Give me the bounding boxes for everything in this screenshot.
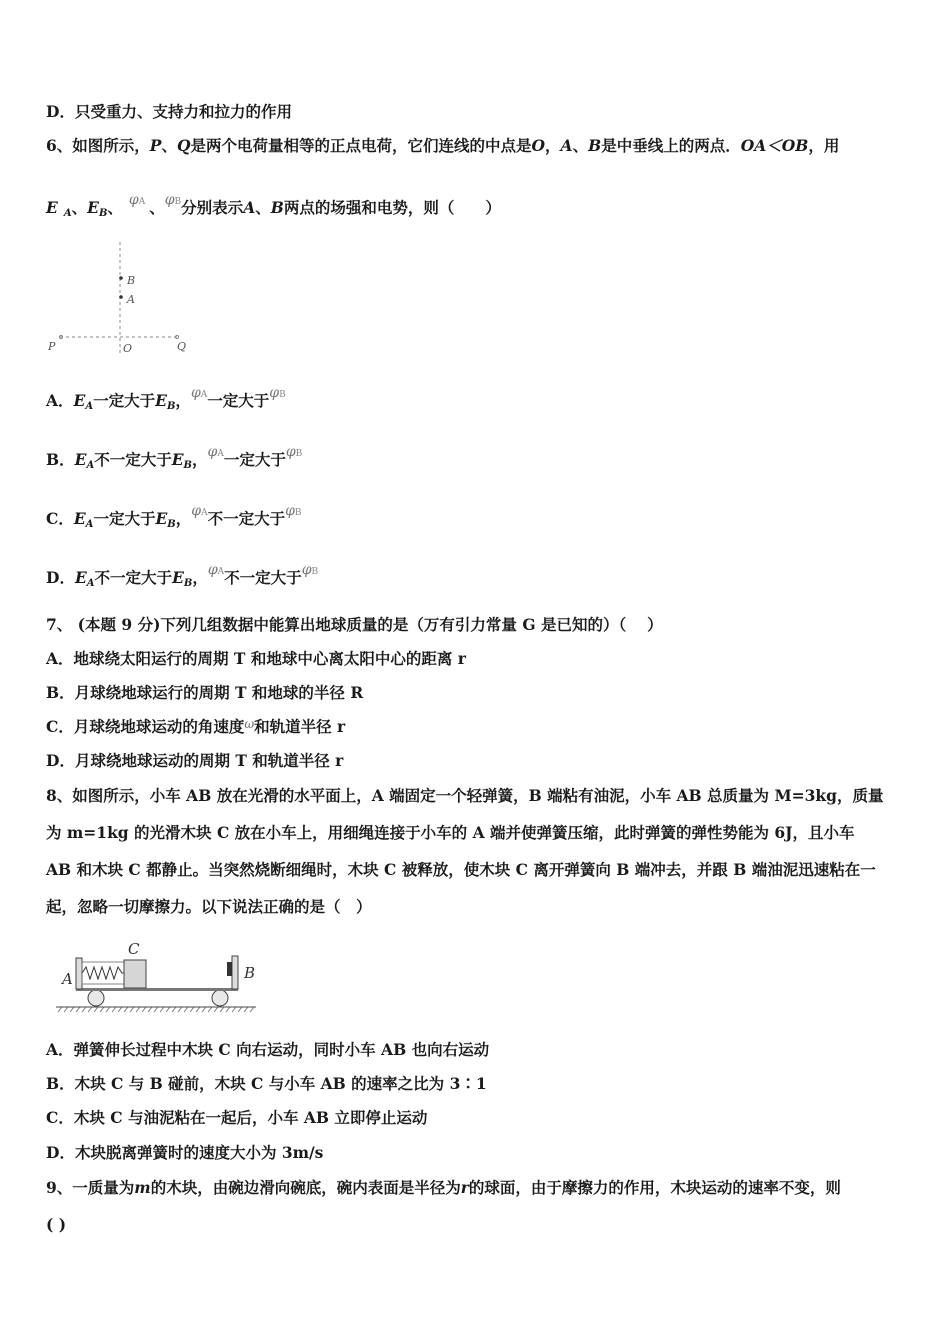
- q9-paren: ( ): [46, 1215, 67, 1234]
- q7-stem: 7、 (本题 9 分)下列几组数据中能算出地球质量的是（万有引力常量 G 是已知的）（ ）: [46, 615, 663, 634]
- label-o: O: [123, 342, 133, 355]
- q6-option-b: B．$E_A$不一定大于$E_B$，φA一定大于φB: [46, 444, 303, 471]
- q8-option-a: A．弹簧伸长过程中木块 C 向右运动，同时小车 AB 也向右运动: [46, 1040, 490, 1059]
- spring: [82, 967, 124, 979]
- q7-option-d: D．月球绕地球运动的周期 T 和轨道半径 r: [46, 751, 344, 770]
- label-b: B: [244, 964, 256, 982]
- block-c: [124, 960, 146, 988]
- q6-stem-line1: 6、如图所示，P、Q是两个电荷量相等的正点电荷，它们连线的中点是O，A、B是中垂线上的两点．OA＜OB，用: [46, 136, 840, 155]
- q8-option-b: B．木块 C 与 B 碰前，木块 C 与小车 AB 的速率之比为 3∶1: [46, 1074, 487, 1093]
- q5-option-d: D．只受重力、支持力和拉力的作用: [46, 102, 292, 121]
- q6-stem-line2: E $_A$、$E_B$、 φA 、φB分别表示A、B两点的场强和电势，则（ ）: [46, 192, 501, 219]
- right-wheel: [212, 990, 228, 1006]
- cart-end-b: [232, 956, 238, 989]
- phi-b-symbol: φB: [301, 562, 319, 578]
- label-q: Q: [177, 340, 187, 353]
- phi-a-symbol: φA: [207, 444, 224, 460]
- label-c: C: [128, 940, 140, 958]
- q6-option-a: A．$E_A$一定大于$E_B$，φA一定大于φB: [46, 385, 286, 412]
- cart-end-a: [76, 958, 82, 989]
- q8-option-d: D．木块脱离弹簧时的速度大小为 3m/s: [46, 1143, 324, 1162]
- q6-option-c: C．$E_A$一定大于$E_B$，φA不一定大于φB: [46, 503, 302, 530]
- q8-cart-figure: [54, 934, 264, 1014]
- label-a: A: [127, 293, 135, 306]
- ground-hatching: [58, 1007, 254, 1012]
- phi-a-symbol: φA: [190, 385, 208, 401]
- phi-b-symbol: φB: [164, 192, 182, 208]
- point-a: [119, 295, 123, 299]
- omega-symbol: ω: [244, 717, 255, 731]
- phi-b-symbol: φB: [285, 444, 303, 460]
- q6-option-d: D．$E_A$不一定大于$E_B$，φA不一定大于φB: [46, 562, 319, 589]
- q7-option-c: C．月球绕地球运动的角速度$^\omega$和轨道半径 r: [46, 717, 346, 736]
- phi-a-symbol: φA: [128, 192, 146, 208]
- mud-b: [227, 962, 232, 976]
- point-b: [119, 276, 123, 280]
- q8-option-c: C．木块 C 与油泥粘在一起后，小车 AB 立即停止运动: [46, 1108, 428, 1127]
- q9-stem: 9、一质量为m的木块，由碗边滑向碗底，碗内表面是半径为r的球面，由于摩擦力的作用，木块运动的速率不变，则: [46, 1178, 841, 1197]
- phi-b-symbol: φB: [285, 503, 302, 519]
- q8-stem-line3: AB 和木块 C 都静止。当突然烧断细绳时，木块 C 被释放，使木块 C 离开弹簧向 B 端冲去，并跟 B 端油泥迅速粘在一: [46, 860, 876, 879]
- phi-a-symbol: φA: [207, 562, 225, 578]
- label-p: P: [48, 340, 56, 353]
- q7-option-b: B．月球绕地球运行的周期 T 和地球的半径 R: [46, 683, 364, 702]
- phi-b-symbol: φB: [269, 385, 286, 401]
- label-a: A: [62, 970, 73, 988]
- label-b: B: [127, 274, 136, 287]
- q7-option-a: A．地球绕太阳运行的周期 T 和地球中心离太阳中心的距离 r: [46, 649, 466, 668]
- phi-a-symbol: φA: [191, 503, 208, 519]
- cart-base: [76, 988, 238, 991]
- q8-stem-line2: 为 m=1kg 的光滑木块 C 放在小车上，用细绳连接于小车的 A 端并使弹簧压缩，此时弹簧的弹性势能为 6J，且小车: [46, 823, 855, 842]
- q8-stem-line4: 起，忽略一切摩擦力。以下说法正确的是（ ）: [46, 897, 372, 916]
- q8-stem-line1: 8、如图所示，小车 AB 放在光滑的水平面上，A 端固定一个轻弹簧，B 端粘有油泥，小车 AB 总质量为 M=3kg，质量: [46, 786, 884, 805]
- q6-charges-figure: [40, 238, 200, 360]
- left-wheel: [88, 990, 104, 1006]
